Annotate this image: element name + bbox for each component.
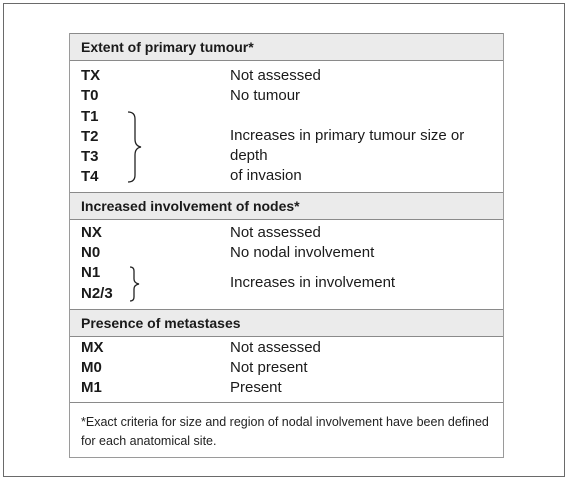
footnote: *Exact criteria for size and region of nodal involvement have been defined for each anatomical site. <box>81 415 489 448</box>
stage-description: Not assessed <box>230 339 321 356</box>
stage-description: Not present <box>230 359 308 376</box>
stage-description: No nodal involvement <box>230 244 375 261</box>
stage-description: Not assessed <box>230 67 321 84</box>
section-header-primary-tumour: Extent of primary tumour* <box>70 33 503 61</box>
table-row <box>70 358 503 378</box>
group-description-line: of invasion <box>230 167 302 184</box>
table-row <box>70 338 503 358</box>
stage-description: No tumour <box>230 87 301 104</box>
table-row <box>70 66 503 86</box>
section-header-nodes: Increased involvement of nodes* <box>70 192 503 220</box>
stage-code: N2/3 <box>81 285 113 302</box>
stage-code: T3 <box>81 148 99 165</box>
stage-description: Present <box>230 379 282 396</box>
group-description <box>230 126 503 186</box>
group-description <box>230 273 395 293</box>
staging-table <box>69 33 504 458</box>
stage-description: Not assessed <box>230 224 321 241</box>
section-header-metastases: Presence of metastases <box>70 309 503 337</box>
right-brace-icon <box>125 111 145 183</box>
stage-code: N0 <box>81 244 101 261</box>
stage-code: TX <box>81 67 101 84</box>
footnote-divider <box>70 402 503 403</box>
stage-code: N1 <box>81 264 101 281</box>
stage-code: T0 <box>81 87 99 104</box>
group-description-line: Increases in primary tumour size or depth <box>230 127 465 164</box>
stage-code: T1 <box>81 108 99 125</box>
stage-code: T4 <box>81 168 99 185</box>
group-description-line: Increases in involvement <box>230 274 396 291</box>
table-row <box>70 243 503 263</box>
table-row <box>70 223 503 243</box>
right-brace-icon <box>128 266 146 302</box>
table-row <box>70 86 503 106</box>
stage-code: M0 <box>81 359 102 376</box>
stage-code: M1 <box>81 379 102 396</box>
table-row <box>70 378 503 398</box>
stage-code: T2 <box>81 128 99 145</box>
stage-code: NX <box>81 224 102 241</box>
stage-code: MX <box>81 339 104 356</box>
